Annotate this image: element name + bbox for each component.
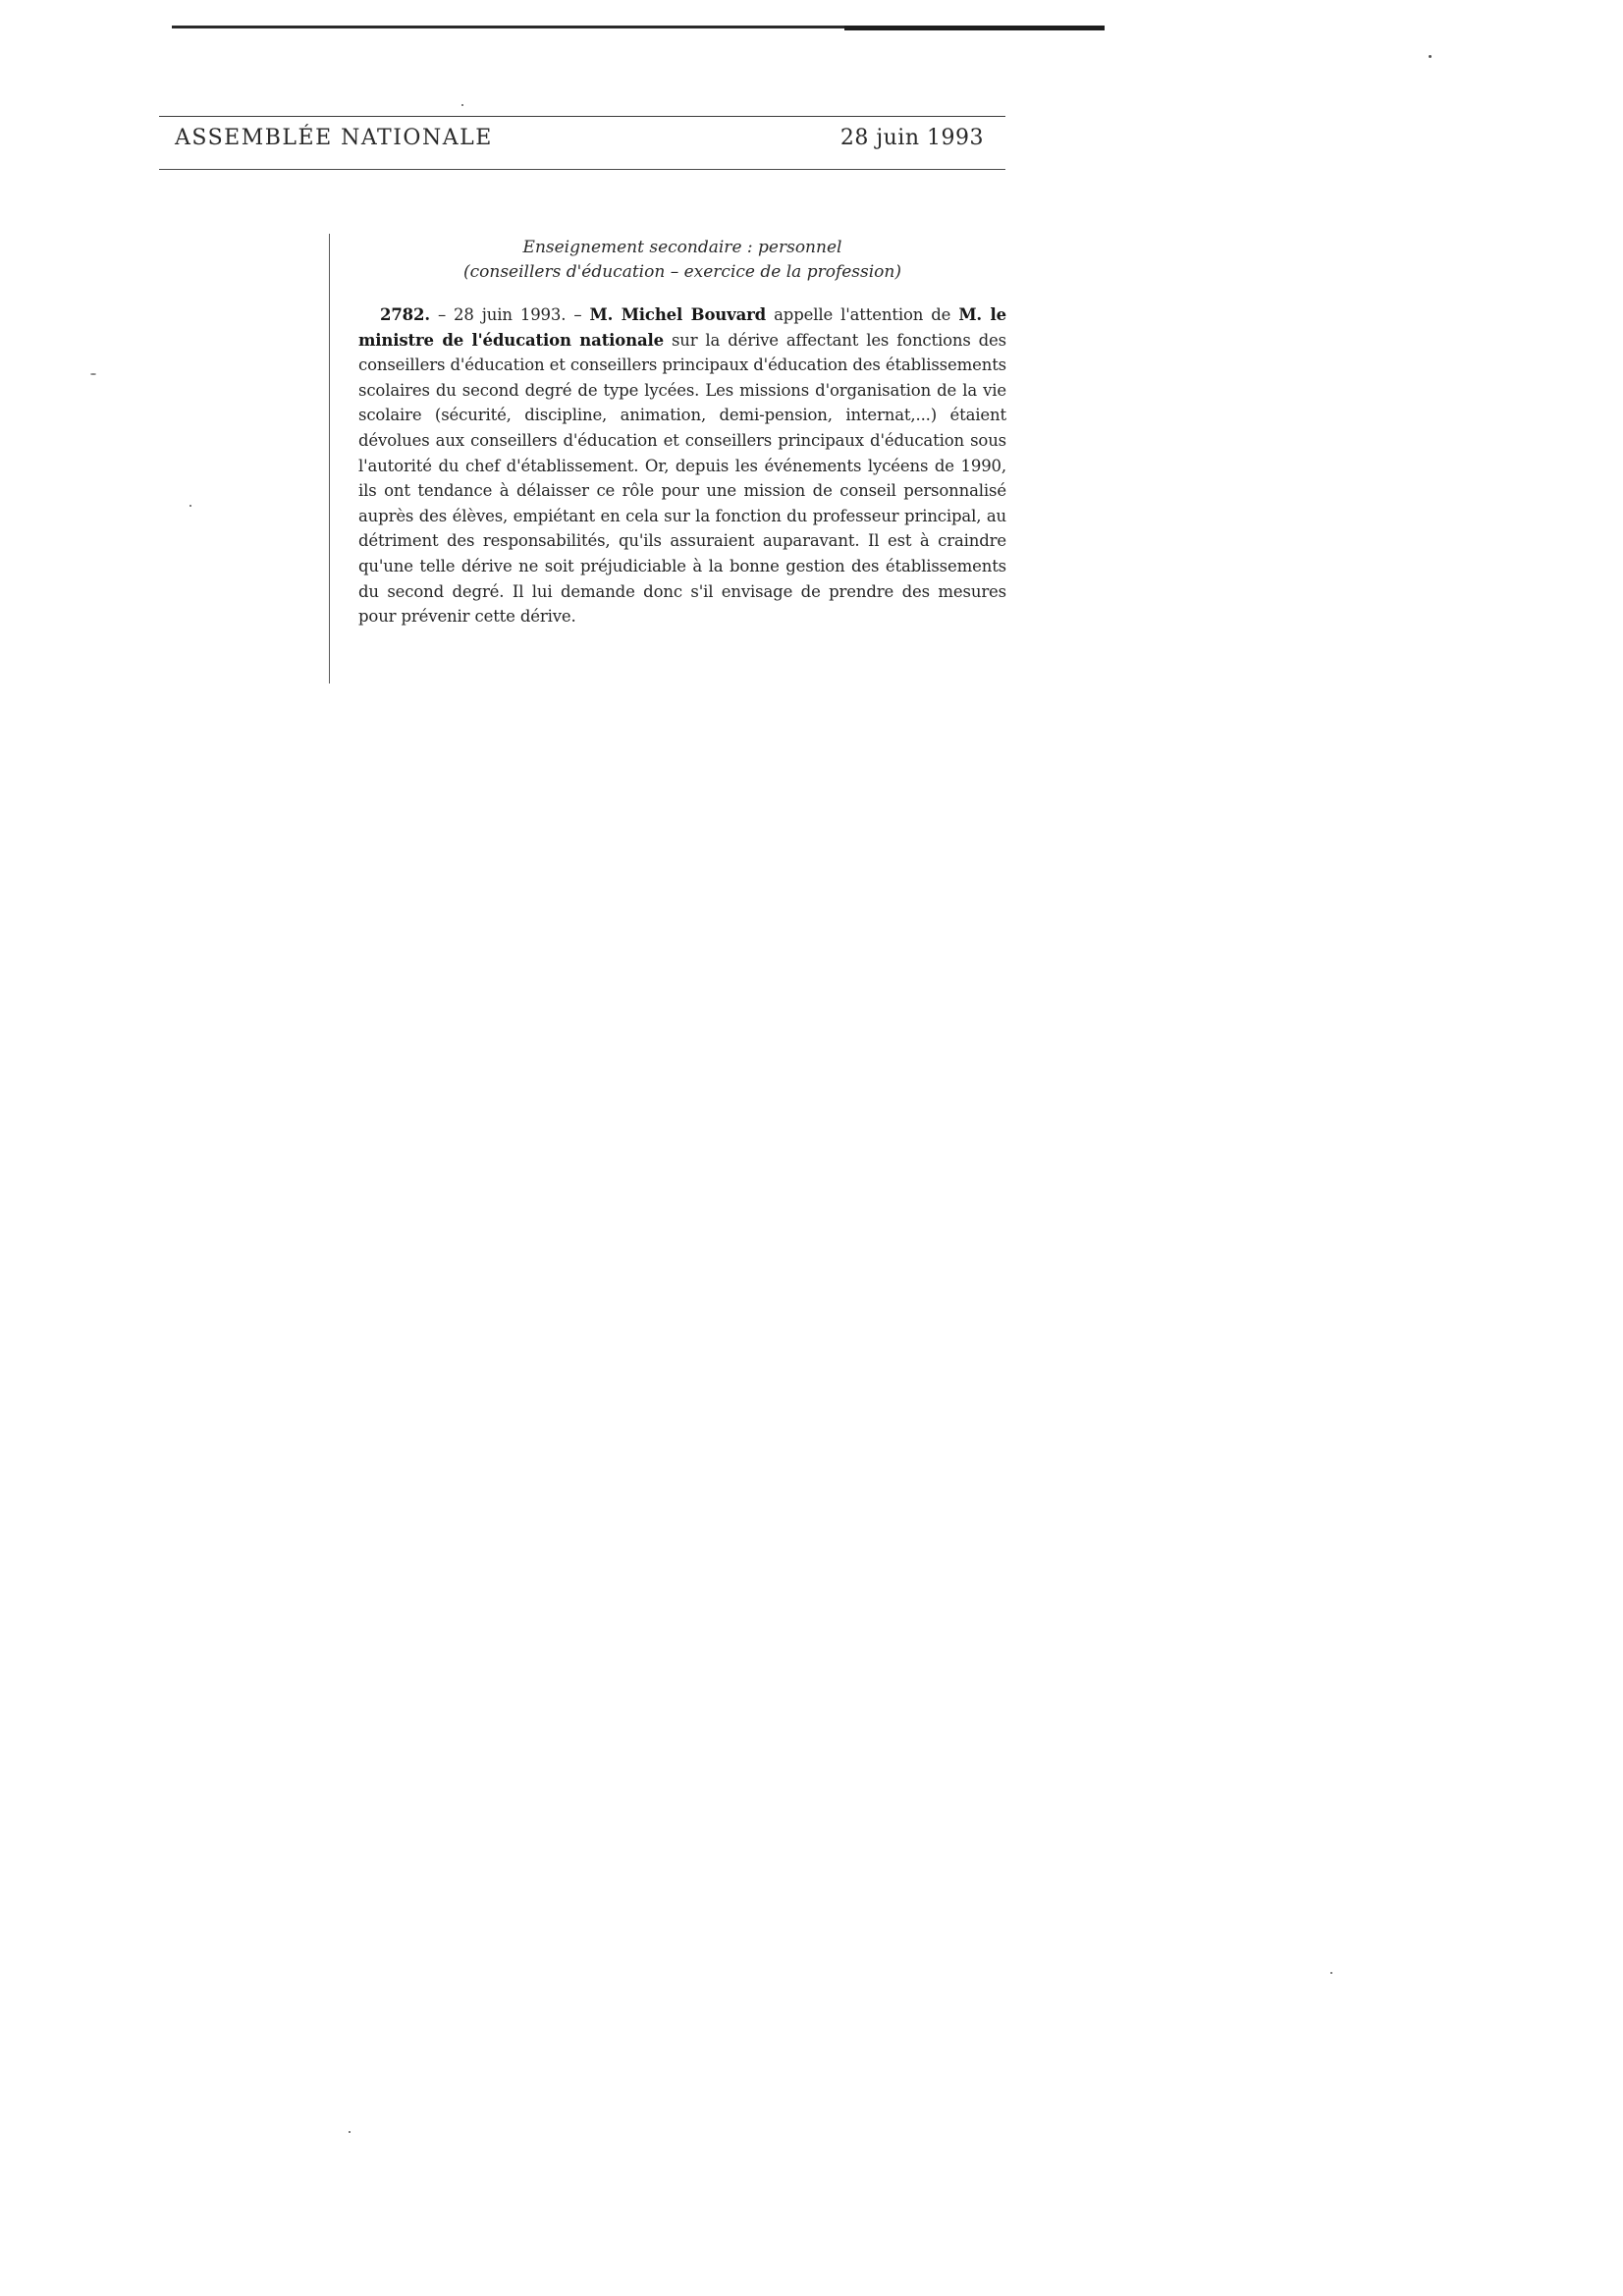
article-rubric: [358, 236, 1006, 285]
question-author: M. Michel Bouvard: [589, 305, 767, 324]
question-date: – 28 juin 1993. –: [429, 305, 590, 324]
scan-speck: [461, 104, 463, 106]
column-margin-rule: [329, 234, 330, 683]
scan-speck: [90, 373, 96, 375]
scan-top-rule-thick: [844, 26, 1105, 30]
article-body: [358, 302, 1006, 629]
rubric-title: Enseignement secondaire : personnel: [522, 238, 842, 257]
scan-speck: [349, 2131, 351, 2133]
question-article: [358, 236, 1006, 629]
scan-speck: [1330, 1972, 1332, 1974]
question-addressee: M. le ministre de l'éducation nationale: [358, 305, 1007, 350]
question-number: 2782.: [380, 305, 430, 324]
question-text: sur la dérive affectant les fonctions des conseillers d'éducation et conseillers principaux d'éducation des établissements scolaires du second degré de type lycées. Les missions d'organisation de la vie scolaire (sécurité, discipline, animation, demi-pension, internat,...) étaient dévolues aux conseillers d'éducation et conseillers principaux d'éducation sous l'autorité du chef d'établissement. Or, depuis les événements lycéens de 1990, ils ont tendance à délaisser ce rôle pour une mission de conseil personnalisé auprès des élèves, empiétant en cela sur la fonction du professeur principal, au détriment des responsabilités, qu'ils assuraient auparavant. Il est à craindre qu'une telle dérive ne soit préjudiciable à la bonne gestion des établissements du second degré. Il lui demande donc s'il envisage de prendre des mesures pour prévenir cette dérive.: [358, 330, 1006, 627]
publication-name: ASSEMBLÉE NATIONALE: [175, 126, 493, 150]
rubric-subtitle: (conseillers d'éducation – exercice de la profession): [462, 262, 901, 282]
page-header: [159, 126, 984, 161]
scan-speck: [1429, 55, 1432, 58]
publication-date: 28 juin 1993: [839, 126, 984, 150]
body-connector: appelle l'attention de: [766, 305, 959, 324]
scan-speck: [189, 505, 191, 507]
header-bottom-rule: [159, 169, 1005, 170]
header-top-rule: [159, 116, 1005, 117]
